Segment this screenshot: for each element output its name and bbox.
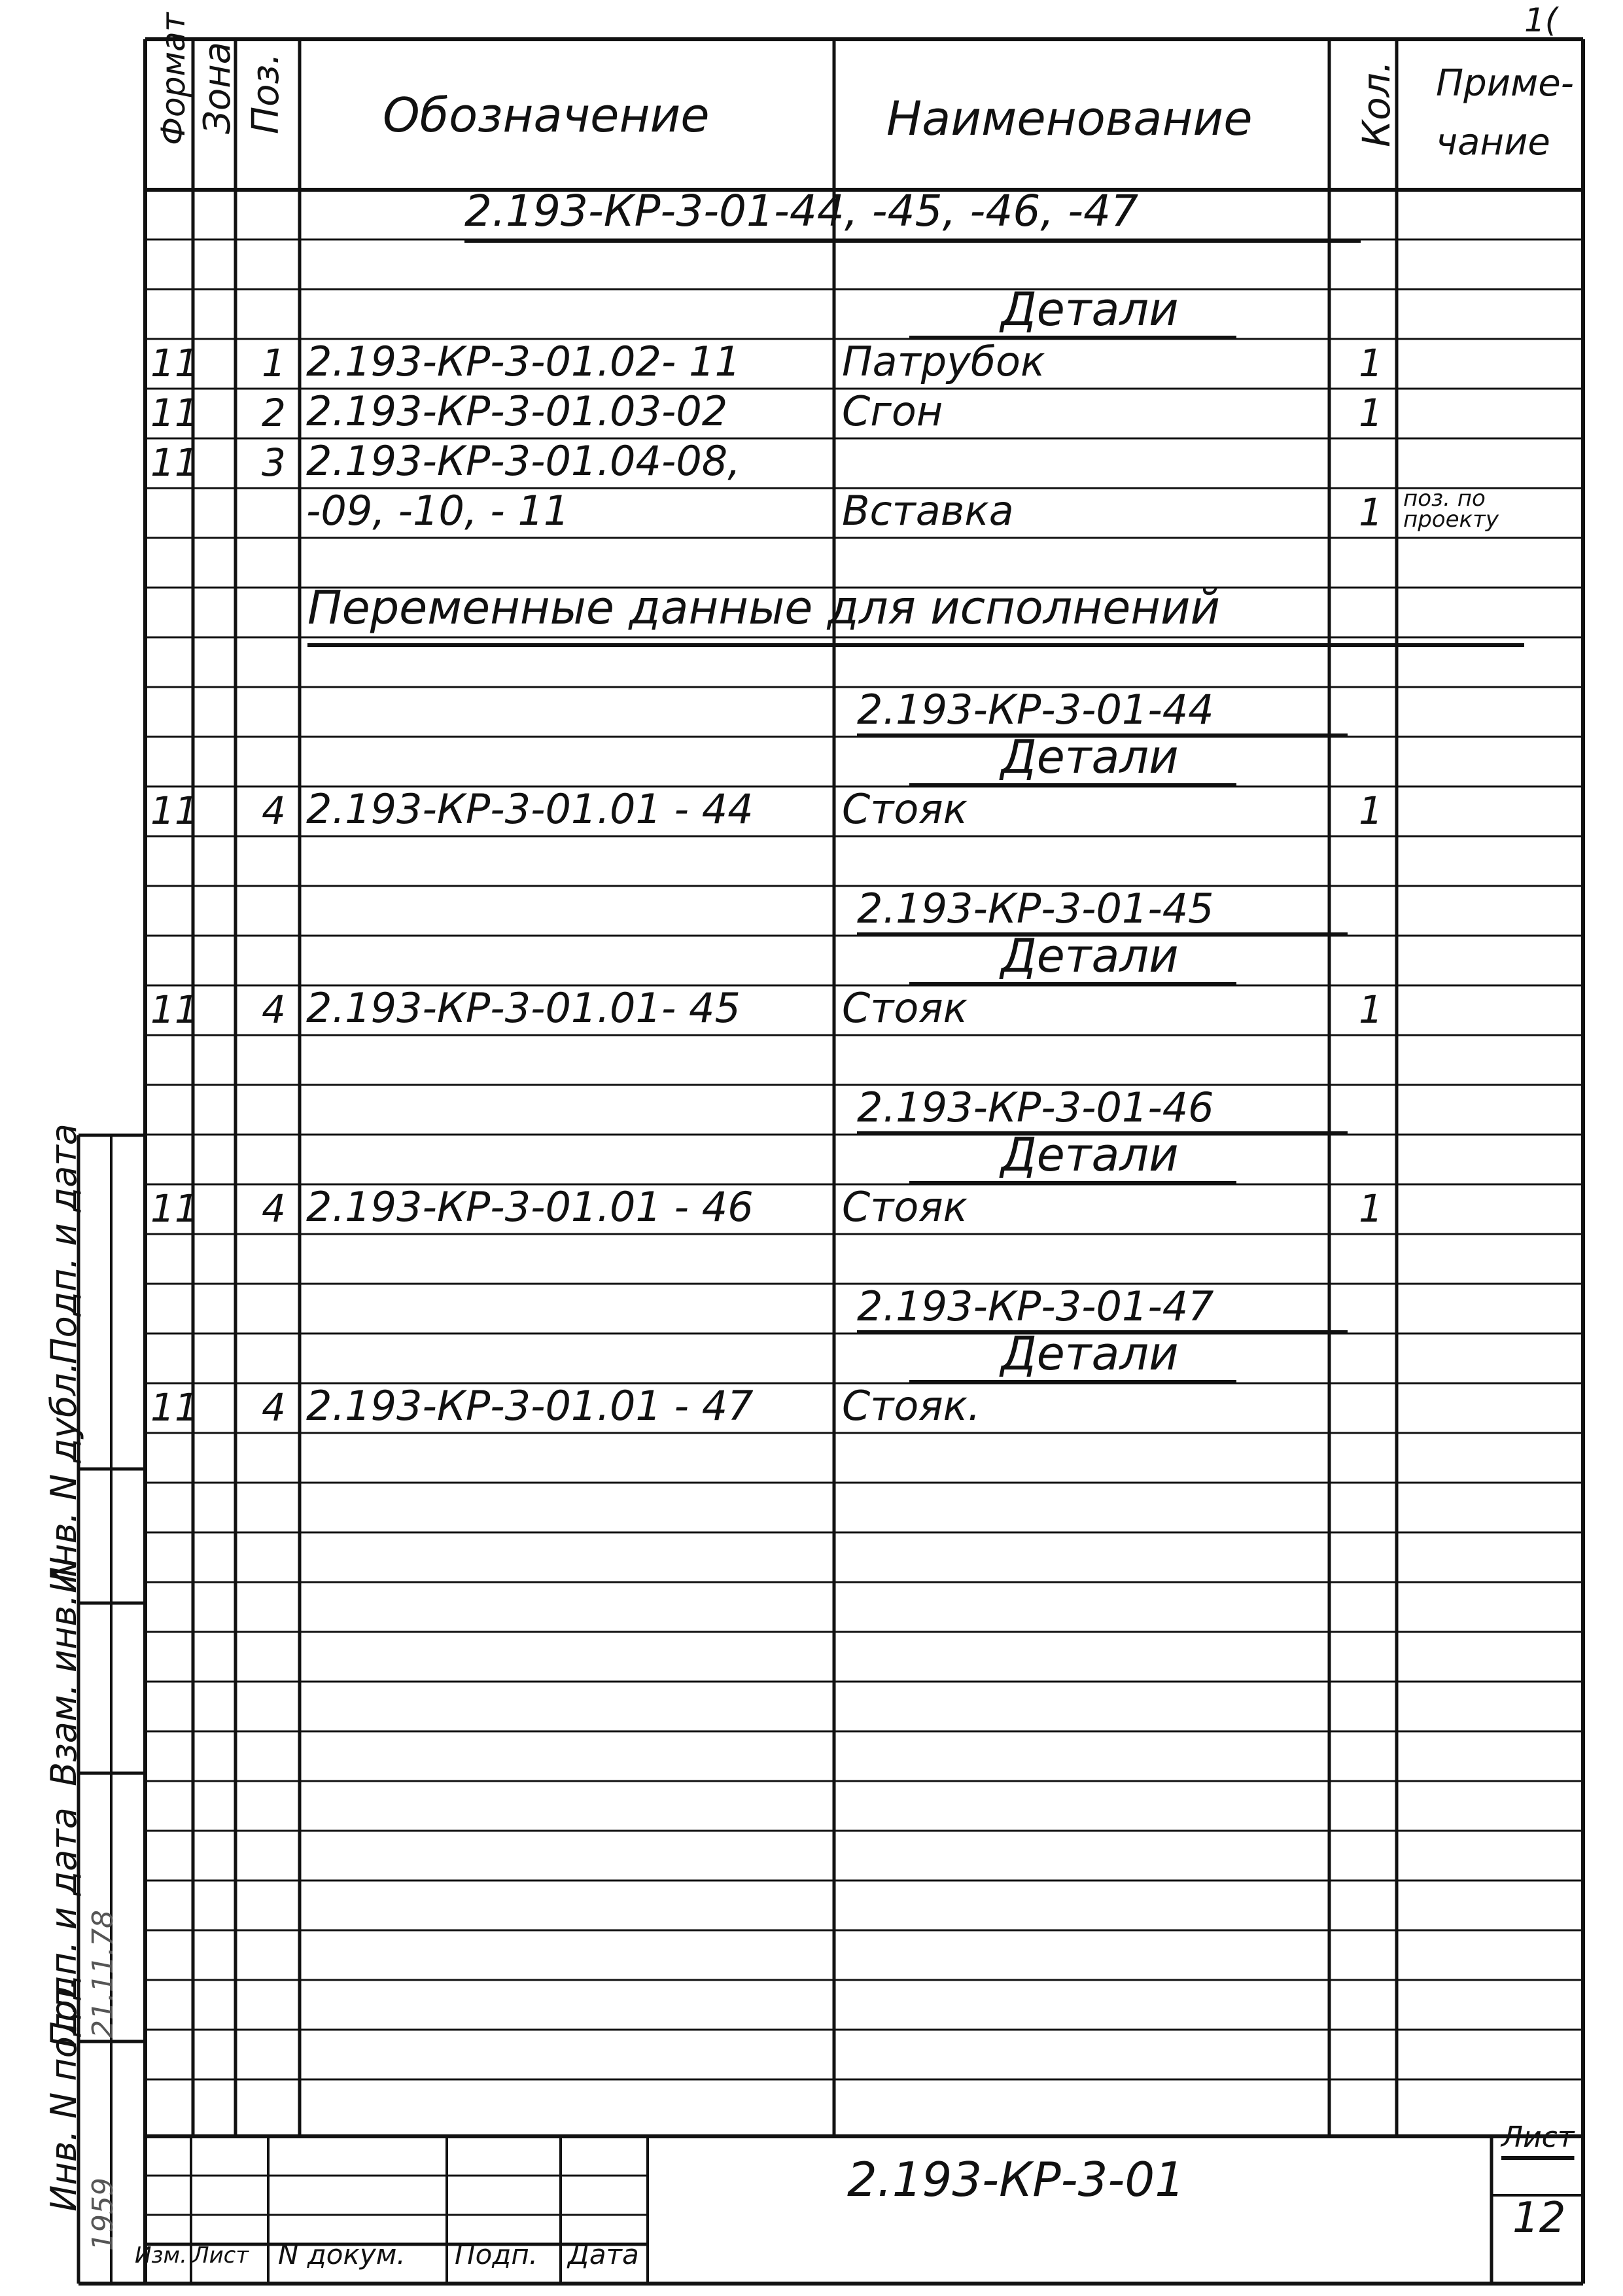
cell-name: 2.193-КР-3-01-45 xyxy=(857,885,1214,932)
cell-name: Стояк xyxy=(842,1183,968,1231)
tb-list: Лист xyxy=(192,2242,249,2269)
cell-format: 11 xyxy=(150,1385,199,1430)
cell-name: Детали xyxy=(1001,1128,1179,1182)
cell-name: Патрубок xyxy=(842,338,1045,385)
corner-sheet-mark: 1( xyxy=(1524,1,1558,39)
cell-pos: 4 xyxy=(262,1186,286,1231)
side-podp-data-1: Подп. и дата xyxy=(43,1807,84,2048)
cell-designation: Переменные данные для исполнений xyxy=(307,581,1221,635)
cell-format: 11 xyxy=(150,788,199,833)
cell-pos: 2 xyxy=(262,391,286,435)
side-vzam-inv: Взам. инв. N xyxy=(43,1557,84,1786)
cell-qty: 1 xyxy=(1359,1186,1383,1231)
tb-doc-no: N докум. xyxy=(278,2238,406,2270)
cell-designation: 2.193-КР-3-01.01- 45 xyxy=(306,984,741,1032)
header-designation: Обозначение xyxy=(383,88,710,143)
table-grid xyxy=(79,39,1583,2284)
cell-qty: 1 xyxy=(1359,391,1383,435)
cell-note: поз. по проекту xyxy=(1403,486,1499,533)
side-inv-podl: Инв. N подл. xyxy=(43,1978,84,2212)
cell-format: 11 xyxy=(150,341,199,385)
tb-izm: Изм. xyxy=(135,2242,187,2269)
cell-format: 11 xyxy=(150,1186,199,1231)
header-note-line2: чание xyxy=(1436,121,1550,164)
cell-name: Вставка xyxy=(842,487,1014,535)
cell-designation: 2.193-КР-3-01.04-08, xyxy=(306,437,741,485)
cell-name: Детали xyxy=(1001,730,1179,784)
cell-designation: 2.193-КР-3-01.01 - 47 xyxy=(306,1382,754,1430)
cell-pos: 1 xyxy=(262,341,286,385)
cell-name: Стояк xyxy=(842,785,968,833)
cell-name: Детали xyxy=(1001,1327,1179,1381)
cell-name: Сгон xyxy=(842,387,943,435)
cell-name: 2.193-КР-3-01-46 xyxy=(857,1084,1214,1131)
cell-format: 11 xyxy=(150,391,199,435)
cell-qty: 1 xyxy=(1359,788,1383,833)
cell-pos: 4 xyxy=(262,1385,286,1430)
cell-qty: 1 xyxy=(1359,341,1383,385)
cell-name: Детали xyxy=(1001,929,1179,983)
header-format: Формат xyxy=(154,12,192,145)
cell-designation: 2.193-КР-3-01.03-02 xyxy=(306,387,728,435)
tb-sheet-label: Лист xyxy=(1501,2121,1575,2154)
header-pos: Поз. xyxy=(245,53,287,134)
header-note-line1: Приме- xyxy=(1436,62,1574,105)
header-name: Наименование xyxy=(886,91,1253,146)
cell-format: 11 xyxy=(150,440,199,485)
header-qty: Кол. xyxy=(1354,60,1399,147)
tb-sign: Подп. xyxy=(455,2238,538,2270)
cell-qty: 1 xyxy=(1359,490,1383,535)
cell-pos: 4 xyxy=(262,987,286,1032)
side-inv-dubl: Инв. N дубл. xyxy=(43,1362,84,1593)
tb-sheet-number: 12 xyxy=(1512,2194,1566,2242)
side-hand-date: 21.11.78 xyxy=(86,1910,120,2038)
header-zone: Зона xyxy=(196,41,239,134)
cell-name: Стояк xyxy=(842,984,968,1032)
cell-name: Детали xyxy=(1001,283,1179,336)
cell-name: 2.193-КР-3-01-44 xyxy=(857,686,1214,733)
cell-designation: 2.193-КР-3-01.01 - 46 xyxy=(306,1183,754,1231)
cell-designation: 2.193-КР-3-01-44, -45, -46, -47 xyxy=(464,186,1139,236)
cell-format: 11 xyxy=(150,987,199,1032)
tb-date: Дата xyxy=(568,2238,639,2270)
cell-designation: -09, -10, - 11 xyxy=(306,487,570,535)
cell-designation: 2.193-КР-3-01.01 - 44 xyxy=(306,785,754,833)
side-podp-data-2: Подп. и дата xyxy=(43,1123,84,1364)
cell-name: 2.193-КР-3-01-47 xyxy=(857,1282,1214,1330)
side-hand-number: 1959 xyxy=(86,2178,120,2251)
cell-designation: 2.193-КР-3-01.02- 11 xyxy=(306,338,741,385)
cell-pos: 3 xyxy=(262,440,286,485)
tb-document-code: 2.193-КР-3-01 xyxy=(847,2152,1185,2207)
cell-qty: 1 xyxy=(1359,987,1383,1032)
cell-name: Стояк. xyxy=(842,1382,981,1430)
cell-pos: 4 xyxy=(262,788,286,833)
